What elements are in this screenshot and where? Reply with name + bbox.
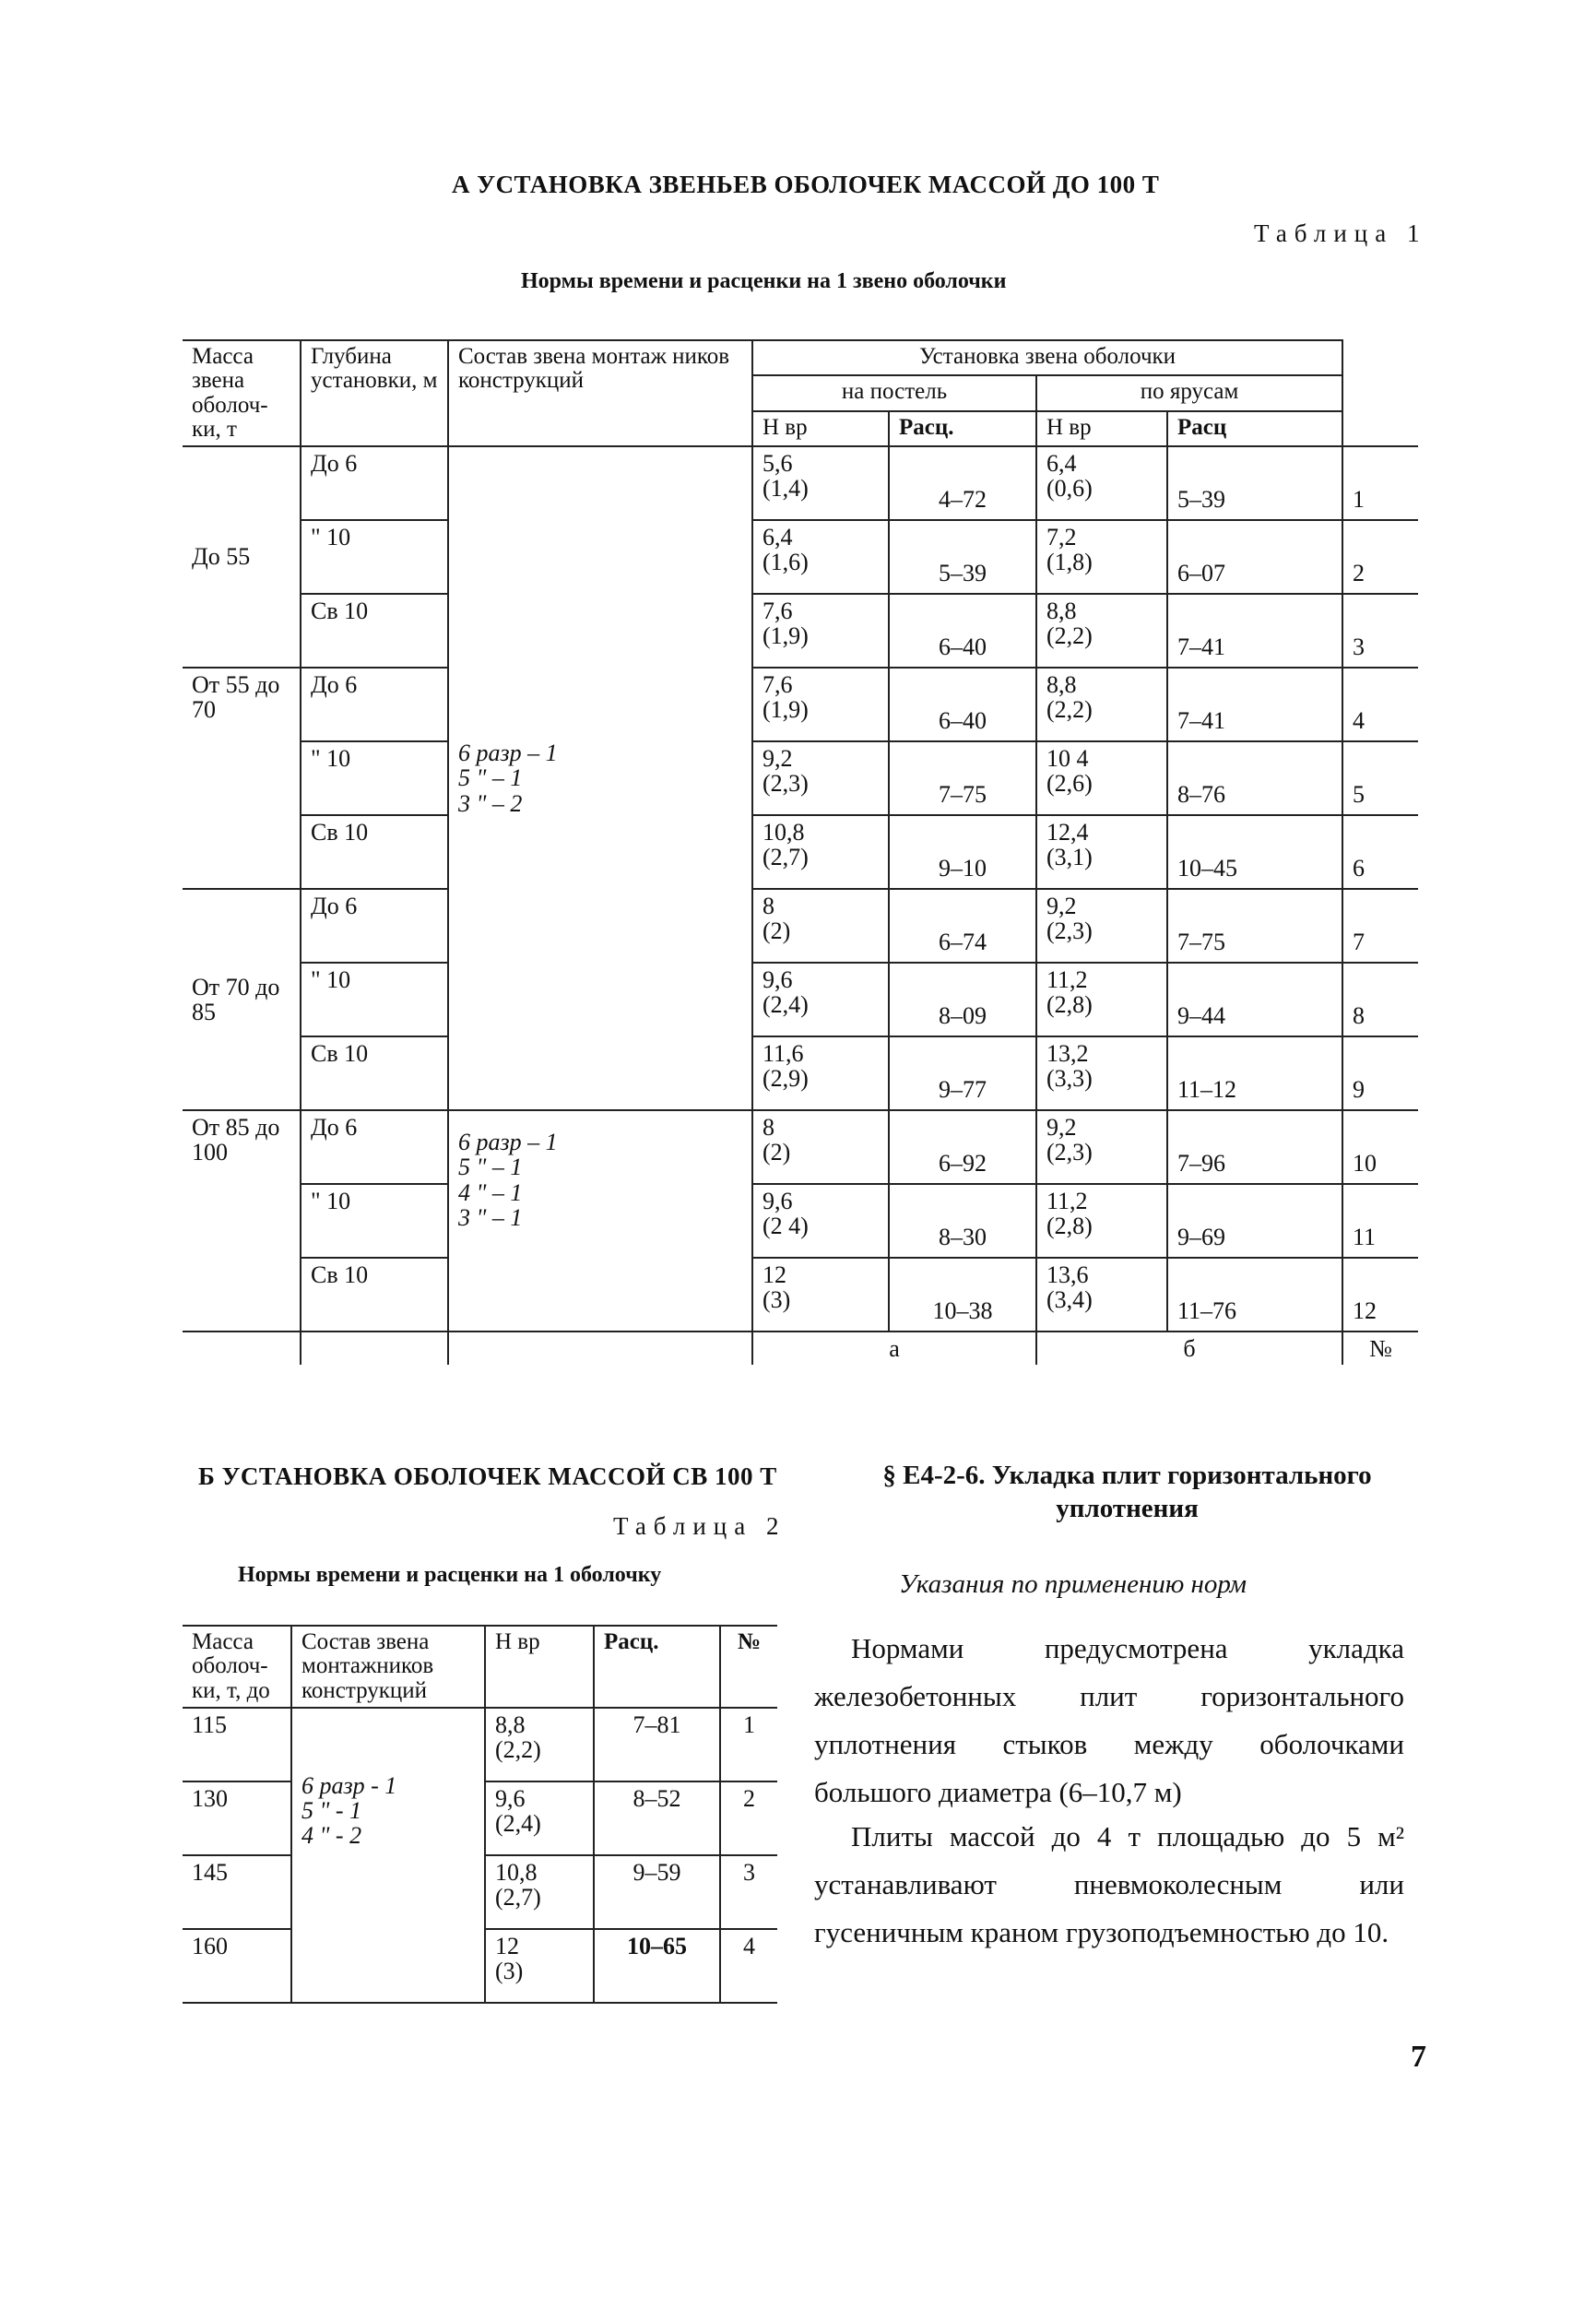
table-row: [183, 1184, 1418, 1258]
crew-line: 6 разр – 1: [458, 740, 558, 767]
nvr-sub-value: (2,4): [763, 991, 809, 1019]
mass-cell: 145: [183, 1855, 291, 1929]
nvr-bed-cell: [752, 446, 889, 520]
nvr-tier-cell: [1036, 1258, 1167, 1332]
nvr-value: 8: [763, 893, 774, 919]
nvr-sub-value: (2): [763, 1139, 791, 1166]
header-install: Установка звена оболочки: [752, 340, 1342, 375]
footer-b: б: [1036, 1332, 1342, 1365]
nvr-bed-cell: [752, 963, 889, 1036]
nvr-value: 11,6: [763, 1040, 804, 1067]
nvr-bed-cell: [752, 741, 889, 815]
row-number-cell: 1: [1342, 446, 1418, 520]
nvr-sub-value: (3,4): [1046, 1286, 1093, 1314]
header-rasc1: Расц.: [889, 411, 1036, 446]
nvr-sub-value: (2,3): [763, 770, 809, 798]
table-row: [183, 520, 1418, 594]
table-row: [183, 741, 1418, 815]
nvr-sub-value: (3): [763, 1286, 791, 1314]
nvr-sub-value: (2,3): [1046, 917, 1093, 945]
nvr-sub-value: (3): [495, 1958, 524, 1985]
depth-cell: Св 10: [301, 594, 448, 668]
rasc-tier-cell: 5–39: [1167, 446, 1342, 520]
nvr-value: 12: [763, 1261, 786, 1288]
page-number: 7: [1411, 2040, 1426, 2074]
nvr-sub-value: (2): [763, 917, 791, 945]
depth-cell: " 10: [301, 1184, 448, 1258]
nvr-value: 12,4: [1046, 819, 1089, 846]
rasc-tier-cell: 7–96: [1167, 1110, 1342, 1184]
depth-cell: Св 10: [301, 815, 448, 889]
header-tiers: по ярусам: [1036, 375, 1342, 410]
table-row: [183, 446, 1418, 520]
t2-header-nvr: Н вр: [485, 1626, 594, 1708]
rasc-bed-cell: 9–10: [889, 815, 1036, 889]
rasc-bed-cell: 9–77: [889, 1036, 1036, 1110]
depth-cell: " 10: [301, 741, 448, 815]
footer-no: №: [1342, 1332, 1418, 1365]
section-e-title: § Е4-2-6. Укладка плит горизонтального уплотнения: [882, 1461, 1372, 1523]
row-number-cell: 10: [1342, 1110, 1418, 1184]
rasc-cell: 9–59: [594, 1855, 720, 1929]
rasc-tier-cell: 11–76: [1167, 1258, 1342, 1332]
nvr-sub-value: (1,8): [1046, 549, 1093, 576]
nvr-bed-cell: [752, 668, 889, 741]
nvr-bed-cell: [752, 1110, 889, 1184]
nvr-sub-value: (0,6): [1046, 475, 1093, 503]
nvr-value: 9,2: [763, 745, 793, 772]
row-number-cell: 12: [1342, 1258, 1418, 1332]
nvr-tier-cell: [1036, 741, 1167, 815]
table-2: [183, 1625, 777, 2004]
table-row: [183, 594, 1418, 668]
nvr-value: 7,2: [1046, 524, 1077, 550]
mass-group-cell: До 55: [183, 446, 301, 668]
nvr-tier-cell: [1036, 594, 1167, 668]
row-number-cell: 2: [1342, 520, 1418, 594]
table-row: [183, 1110, 1418, 1184]
nvr-value: 11,2: [1046, 966, 1088, 993]
nvr-sub-value: (2,3): [1046, 1139, 1093, 1166]
row-number-cell: 9: [1342, 1036, 1418, 1110]
nvr-value: 9,6: [763, 966, 793, 993]
footer-a: а: [752, 1332, 1036, 1365]
row-number-cell: 4: [720, 1929, 777, 2003]
crew-cell: [291, 1708, 485, 2003]
table-row: [183, 815, 1418, 889]
section-e-subtitle: Указания по применению норм: [899, 1569, 1247, 1599]
nvr-value: 8,8: [1046, 671, 1077, 698]
crew-line: 4 " - 2: [301, 1822, 362, 1850]
nvr-sub-value: (2,6): [1046, 770, 1093, 798]
nvr-value: 12: [495, 1932, 519, 1959]
nvr-sub-value: (2,7): [763, 844, 809, 871]
mass-cell: 115: [183, 1708, 291, 1781]
crew-line: 5 " – 1: [458, 1154, 523, 1181]
nvr-tier-cell: [1036, 446, 1167, 520]
nvr-value: 10,8: [763, 819, 805, 846]
depth-cell: Св 10: [301, 1036, 448, 1110]
rasc-tier-cell: 10–45: [1167, 815, 1342, 889]
nvr-value: 9,6: [495, 1784, 526, 1812]
t2-header-mass: Масса оболоч-ки, т, до: [183, 1626, 291, 1708]
rasc-tier-cell: 8–76: [1167, 741, 1342, 815]
t2-header-crew: Состав звена монтажников конструкций: [291, 1626, 485, 1708]
rasc-tier-cell: 7–75: [1167, 889, 1342, 963]
table-row: [183, 963, 1418, 1036]
table-row: [183, 668, 1418, 741]
header-rasc2: Расц: [1167, 411, 1342, 446]
nvr-value: 13,2: [1046, 1040, 1089, 1067]
row-number-cell: 1: [720, 1708, 777, 1781]
crew-line: 5 " - 1: [301, 1797, 362, 1825]
nvr-value: 5,6: [763, 450, 793, 477]
section-a-title: А УСТАНОВКА ЗВЕНЬЕВ ОБОЛОЧЕК МАССОЙ ДО 100 Т: [452, 171, 1160, 198]
depth-cell: " 10: [301, 963, 448, 1036]
nvr-sub-value: (2,7): [495, 1884, 541, 1911]
nvr-tier-cell: [1036, 520, 1167, 594]
header-mass: Масса звена оболоч-ки, т: [183, 340, 301, 446]
crew-line: 6 разр – 1: [458, 1129, 558, 1155]
row-number-cell: 7: [1342, 889, 1418, 963]
rasc-bed-cell: 6–40: [889, 594, 1036, 668]
nvr-value: 10,8: [495, 1858, 538, 1886]
nvr-tier-cell: [1036, 963, 1167, 1036]
depth-cell: " 10: [301, 520, 448, 594]
header-bed: на постель: [752, 375, 1036, 410]
rasc-bed-cell: 6–40: [889, 668, 1036, 741]
table-1: [183, 339, 1418, 1365]
nvr-bed-cell: [752, 1258, 889, 1332]
mass-group-cell: От 70 до 85: [183, 889, 301, 1110]
nvr-sub-value: (2,8): [1046, 1213, 1093, 1240]
table-row: [183, 889, 1418, 963]
nvr-sub-value: (1,9): [763, 622, 809, 650]
row-number-cell: 8: [1342, 963, 1418, 1036]
row-number-cell: 11: [1342, 1184, 1418, 1258]
nvr-value: 6,4: [1046, 450, 1077, 477]
rasc-bed-cell: 8–09: [889, 963, 1036, 1036]
table1-caption: Нормы времени и расценки на 1 звено оболочки: [521, 269, 1007, 293]
nvr-sub-value: (2,8): [1046, 991, 1093, 1019]
table-row: [183, 1258, 1418, 1332]
nvr-bed-cell: [752, 815, 889, 889]
nvr-sub-value: (2 4): [763, 1213, 809, 1240]
table2-label: Таблица 2: [613, 1512, 786, 1540]
nvr-tier-cell: [1036, 815, 1167, 889]
header-blank: [1342, 340, 1418, 446]
nvr-tier-cell: [1036, 1110, 1167, 1184]
nvr-value: 9,6: [763, 1188, 793, 1214]
mass-group-cell: От 85 до 100: [183, 1110, 301, 1332]
rasc-bed-cell: 5–39: [889, 520, 1036, 594]
crew-cell-2: [448, 1110, 752, 1332]
crew-cell-1: [448, 446, 752, 1110]
rasc-bed-cell: 4–72: [889, 446, 1036, 520]
depth-cell: До 6: [301, 446, 448, 520]
crew-line: 3 " – 1: [458, 1203, 523, 1231]
crew-line: 5 " – 1: [458, 764, 523, 792]
nvr-sub-value: (2,9): [763, 1065, 809, 1093]
nvr-sub-value: (1,4): [763, 475, 809, 503]
crew-line: 3 " – 2: [458, 789, 523, 817]
row-number-cell: 2: [720, 1781, 777, 1855]
depth-cell: До 6: [301, 1110, 448, 1184]
header-nvr1: Н вр: [752, 411, 889, 446]
row-number-cell: 6: [1342, 815, 1418, 889]
nvr-value: 13,6: [1046, 1261, 1089, 1288]
nvr-tier-cell: [1036, 1184, 1167, 1258]
nvr-sub-value: (2,2): [1046, 622, 1093, 650]
rasc-bed-cell: 10–38: [889, 1258, 1036, 1332]
table-row: [183, 1036, 1418, 1110]
nvr-tier-cell: [1036, 889, 1167, 963]
depth-cell: До 6: [301, 889, 448, 963]
depth-cell: До 6: [301, 668, 448, 741]
nvr-sub-value: (1,9): [763, 696, 809, 724]
crew-line: 6 разр - 1: [301, 1771, 397, 1799]
rasc-cell: 7–81: [594, 1708, 720, 1781]
nvr-value: 9,2: [1046, 1114, 1077, 1141]
rasc-tier-cell: 9–44: [1167, 963, 1342, 1036]
nvr-bed-cell: [752, 520, 889, 594]
nvr-sub-value: (3,3): [1046, 1065, 1093, 1093]
nvr-sub-value: (2,4): [495, 1810, 541, 1838]
crew-line: 4 " – 1: [458, 1178, 523, 1206]
nvr-cell: [485, 1855, 594, 1929]
rasc-cell: 8–52: [594, 1781, 720, 1855]
nvr-value: 11,2: [1046, 1188, 1088, 1214]
nvr-cell: [485, 1929, 594, 2003]
section-b-title: Б УСТАНОВКА ОБОЛОЧЕК МАССОЙ СВ 100 Т: [198, 1462, 777, 1490]
nvr-bed-cell: [752, 594, 889, 668]
nvr-sub-value: (2,2): [1046, 696, 1093, 724]
rasc-bed-cell: 6–92: [889, 1110, 1036, 1184]
header-nvr2: Н вр: [1036, 411, 1167, 446]
nvr-value: 8,8: [495, 1710, 526, 1738]
nvr-tier-cell: [1036, 1036, 1167, 1110]
nvr-value: 10 4: [1046, 745, 1089, 772]
nvr-sub-value: (3,1): [1046, 844, 1093, 871]
t2-header-rasc: Расц.: [594, 1626, 720, 1708]
rasc-tier-cell: 7–41: [1167, 668, 1342, 741]
nvr-cell: [485, 1708, 594, 1781]
nvr-bed-cell: [752, 1184, 889, 1258]
nvr-bed-cell: [752, 1036, 889, 1110]
rasc-bed-cell: 8–30: [889, 1184, 1036, 1258]
header-crew: Состав звена монтаж ников конструкций: [448, 340, 752, 446]
section-e-para2: Плиты массой до 4 т площадью до 5 м² устанавливают пневмоколесным или гусеничным краном грузоподъемностью до 10.: [814, 1820, 1404, 1948]
nvr-value: 8: [763, 1114, 774, 1141]
rasc-tier-cell: 11–12: [1167, 1036, 1342, 1110]
row-number-cell: 5: [1342, 741, 1418, 815]
nvr-tier-cell: [1036, 668, 1167, 741]
rasc-tier-cell: 9–69: [1167, 1184, 1342, 1258]
nvr-value: 7,6: [763, 671, 793, 698]
mass-cell: 130: [183, 1781, 291, 1855]
section-e-para1: Нормами предусмотрена укладка железобетонных плит горизонтального уплотнения стыков между оболочками большого диаметра (6–10,7 м): [814, 1632, 1404, 1808]
nvr-bed-cell: [752, 889, 889, 963]
nvr-sub-value: (2,2): [495, 1736, 541, 1764]
row-number-cell: 3: [1342, 594, 1418, 668]
row-number-cell: 4: [1342, 668, 1418, 741]
rasc-bed-cell: 6–74: [889, 889, 1036, 963]
nvr-value: 7,6: [763, 598, 793, 624]
rasc-tier-cell: 6–07: [1167, 520, 1342, 594]
table-row: [183, 1708, 777, 1781]
mass-group-cell: От 55 до 70: [183, 668, 301, 889]
rasc-cell: 10–65: [594, 1929, 720, 2003]
mass-cell: 160: [183, 1929, 291, 2003]
table2-caption: Нормы времени и расценки на 1 оболочку: [238, 1563, 662, 1587]
nvr-value: 6,4: [763, 524, 793, 550]
t2-header-no: №: [720, 1626, 777, 1708]
table1-label: Таблица 1: [1254, 219, 1427, 247]
nvr-value: 8,8: [1046, 598, 1077, 624]
nvr-cell: [485, 1781, 594, 1855]
rasc-tier-cell: 7–41: [1167, 594, 1342, 668]
nvr-value: 9,2: [1046, 893, 1077, 919]
header-depth: Глубина установки, м: [301, 340, 448, 446]
rasc-bed-cell: 7–75: [889, 741, 1036, 815]
nvr-sub-value: (1,6): [763, 549, 809, 576]
depth-cell: Св 10: [301, 1258, 448, 1332]
row-number-cell: 3: [720, 1855, 777, 1929]
